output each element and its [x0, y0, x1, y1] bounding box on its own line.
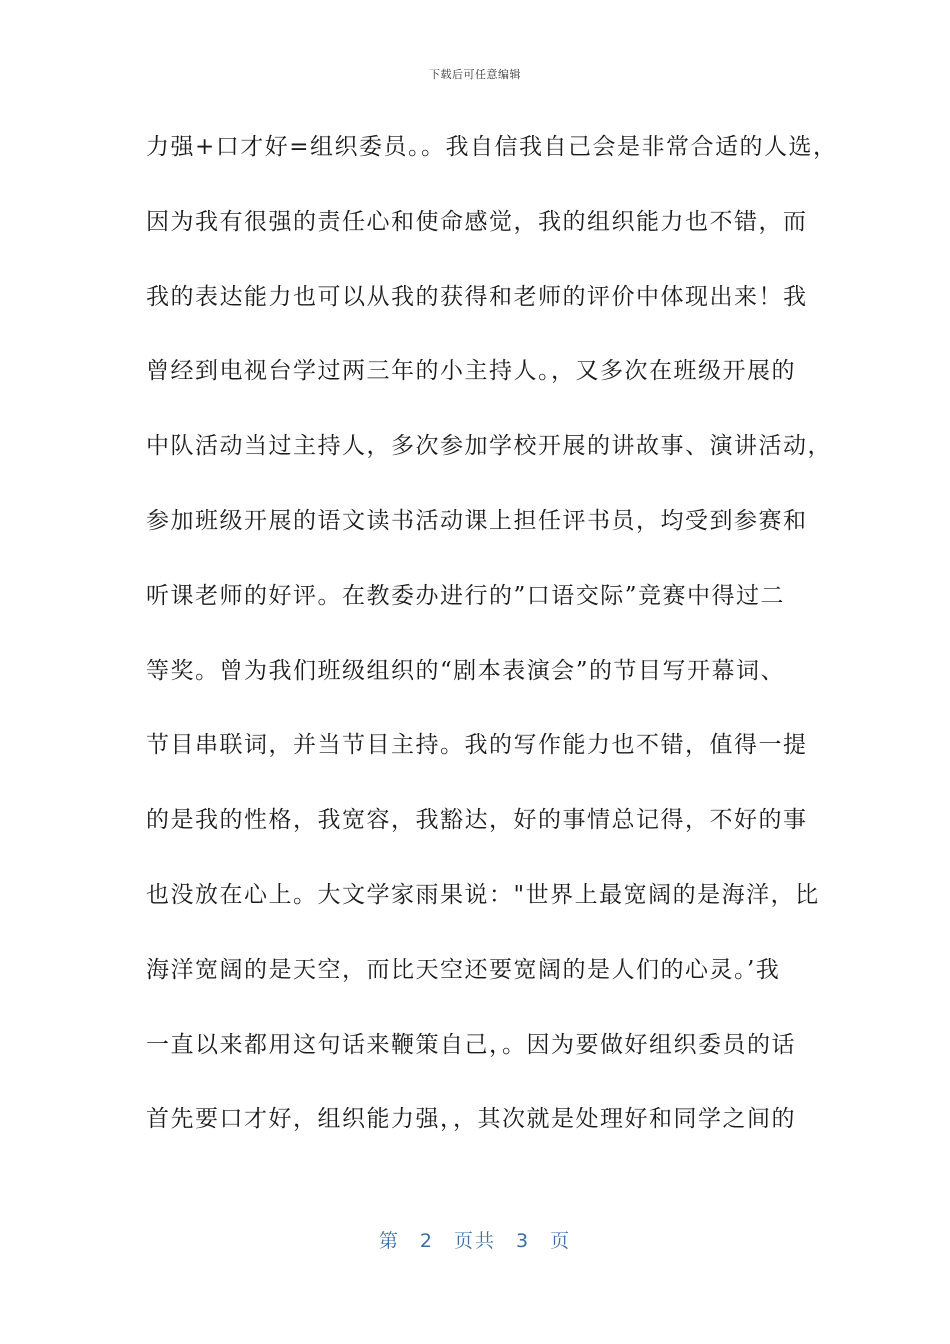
text-line: 因为我有很强的责任心和使命感觉，我的组织能力也不错，而: [146, 208, 808, 235]
text-line: 也没放在心上。大文学家雨果说："世界上最宽阔的是海洋，比: [146, 881, 820, 908]
text-line: 节目串联词，并当节目主持。我的写作能力也不错，值得一提: [146, 732, 808, 759]
text-line: 的是我的性格，我宽容，我豁达，好的事情总记得，不好的事: [146, 807, 808, 834]
text-line: 力强+口才好=组织委员。。我自信我自己会是非常合适的人选，: [146, 134, 838, 160]
text-line: 中队活动当过主持人，多次参加学校开展的讲故事、演讲活动，: [146, 433, 832, 460]
page-header: 下载后可任意编辑: [429, 68, 521, 81]
text-line: 听课老师的好评。在教委办进行的”口语交际”竞赛中得过二: [146, 582, 786, 609]
text-line: 一直以来都用这句话来鞭策自己，。因为要做好组织委员的话: [146, 1031, 796, 1058]
text-line: 我的表达能力也可以从我的获得和老师的评价中体现出来！我: [146, 283, 808, 310]
text-line: 参加班级开展的语文读书活动课上担任评书员，均受到参赛和: [146, 507, 808, 534]
text-line: 首先要口才好，组织能力强，，其次就是处理好和同学之间的: [146, 1106, 796, 1133]
body-text: [146, 124, 838, 1171]
page-number-footer: 第 2 页共 3 页: [378, 1230, 572, 1252]
text-line: 海洋宽阔的是天空，而比天空还要宽阔的是人们的心灵。’我: [146, 956, 781, 983]
text-line: 等奖。曾为我们班级组织的“剧本表演会”的节目写开幕词、: [146, 657, 786, 684]
text-line: 曾经到电视台学过两三年的小主持人。，又多次在班级开展的: [146, 358, 796, 385]
